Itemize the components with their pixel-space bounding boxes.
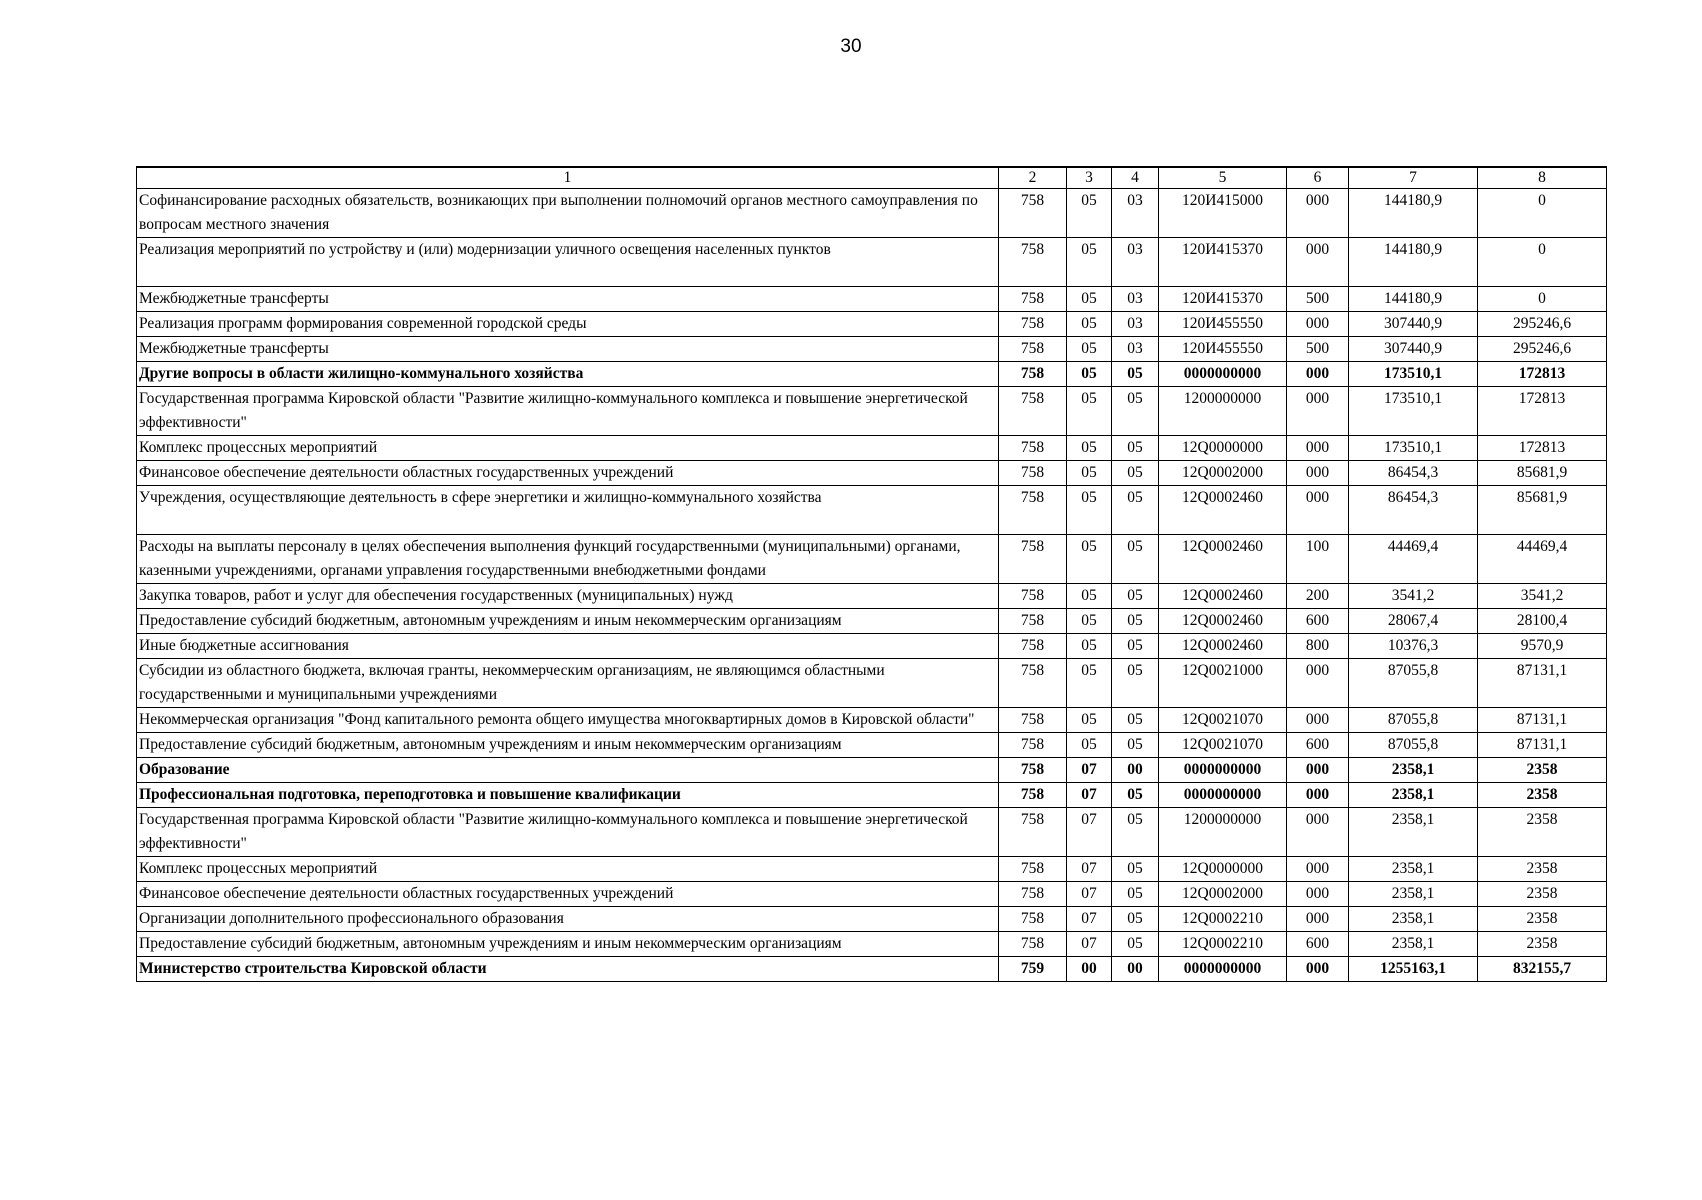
row-expense-type-cell: 000 [1287, 461, 1349, 486]
row-expense-type-cell: 000 [1287, 783, 1349, 808]
row-amount-cell: 87131,1 [1478, 708, 1607, 733]
row-amount-cell: 2358 [1478, 882, 1607, 907]
row-code-cell: 758 [999, 584, 1067, 609]
row-code-cell: 758 [999, 312, 1067, 337]
table-row [137, 783, 1607, 808]
row-target-article-cell: 12Q0021070 [1159, 708, 1287, 733]
row-target-article-cell: 12Q0002460 [1159, 535, 1287, 584]
row-section-cell: 05 [1067, 634, 1112, 659]
row-amount-cell: 144180,9 [1349, 238, 1478, 287]
row-target-article-cell: 12Q0000000 [1159, 436, 1287, 461]
row-expense-type-cell: 000 [1287, 659, 1349, 708]
row-subsection-cell: 05 [1112, 857, 1159, 882]
row-section-cell: 05 [1067, 189, 1112, 238]
table-row [137, 907, 1607, 932]
row-section-cell: 07 [1067, 932, 1112, 957]
row-name-cell: Организации дополнительного профессионального образования [137, 907, 999, 932]
row-section-cell: 05 [1067, 238, 1112, 287]
row-amount-cell: 2358 [1478, 783, 1607, 808]
row-target-article-cell: 0000000000 [1159, 957, 1287, 982]
row-name-cell: Иные бюджетные ассигнования [137, 634, 999, 659]
row-expense-type-cell: 000 [1287, 857, 1349, 882]
row-name-cell: Расходы на выплаты персоналу в целях обеспечения выполнения функций государственными (муниципальными) органами, казенными учреждениями, органами управления государственными внебюджетными фондами [137, 535, 999, 584]
row-expense-type-cell: 000 [1287, 882, 1349, 907]
header-cell: 6 [1287, 167, 1349, 189]
row-target-article-cell: 1200000000 [1159, 387, 1287, 436]
row-subsection-cell: 05 [1112, 708, 1159, 733]
row-subsection-cell: 05 [1112, 387, 1159, 436]
row-target-article-cell: 12Q0002210 [1159, 932, 1287, 957]
row-amount-cell: 0 [1478, 287, 1607, 312]
table-row [137, 957, 1607, 982]
row-name-cell: Межбюджетные трансферты [137, 287, 999, 312]
header-cell: 3 [1067, 167, 1112, 189]
row-expense-type-cell: 600 [1287, 609, 1349, 634]
row-code-cell: 758 [999, 461, 1067, 486]
row-subsection-cell: 05 [1112, 486, 1159, 535]
table-row [137, 758, 1607, 783]
row-amount-cell: 87055,8 [1349, 708, 1478, 733]
row-target-article-cell: 12Q0002460 [1159, 609, 1287, 634]
table-row [137, 387, 1607, 436]
table-row [137, 609, 1607, 634]
row-amount-cell: 144180,9 [1349, 189, 1478, 238]
row-code-cell: 758 [999, 387, 1067, 436]
row-section-cell: 07 [1067, 808, 1112, 857]
row-expense-type-cell: 600 [1287, 932, 1349, 957]
table-row [137, 362, 1607, 387]
row-section-cell: 05 [1067, 337, 1112, 362]
row-name-cell: Субсидии из областного бюджета, включая гранты, некоммерческим организациям, не являющимся областными государственными и муниципальными учреждениями [137, 659, 999, 708]
row-subsection-cell: 00 [1112, 758, 1159, 783]
table-row [137, 708, 1607, 733]
row-target-article-cell: 12Q0002000 [1159, 882, 1287, 907]
header-cell: 1 [137, 167, 999, 189]
row-name-cell: Финансовое обеспечение деятельности областных государственных учреждений [137, 461, 999, 486]
row-amount-cell: 2358,1 [1349, 808, 1478, 857]
row-name-cell: Софинансирование расходных обязательств, возникающих при выполнении полномочий органов местного самоуправления по вопросам местного значения [137, 189, 999, 238]
row-section-cell: 05 [1067, 362, 1112, 387]
row-code-cell: 758 [999, 238, 1067, 287]
row-target-article-cell: 1200000000 [1159, 808, 1287, 857]
row-amount-cell: 86454,3 [1349, 461, 1478, 486]
row-subsection-cell: 05 [1112, 659, 1159, 708]
row-amount-cell: 3541,2 [1478, 584, 1607, 609]
row-section-cell: 05 [1067, 708, 1112, 733]
row-expense-type-cell: 200 [1287, 584, 1349, 609]
row-amount-cell: 86454,3 [1349, 486, 1478, 535]
row-target-article-cell: 0000000000 [1159, 362, 1287, 387]
row-name-cell: Учреждения, осуществляющие деятельность в сфере энергетики и жилищно-коммунального хозяйства [137, 486, 999, 535]
row-code-cell: 758 [999, 287, 1067, 312]
row-amount-cell: 28067,4 [1349, 609, 1478, 634]
row-amount-cell: 2358,1 [1349, 758, 1478, 783]
row-expense-type-cell: 000 [1287, 238, 1349, 287]
row-code-cell: 758 [999, 535, 1067, 584]
row-subsection-cell: 05 [1112, 584, 1159, 609]
row-amount-cell: 2358 [1478, 808, 1607, 857]
table-row [137, 461, 1607, 486]
row-target-article-cell: 120И455550 [1159, 312, 1287, 337]
row-target-article-cell: 120И415370 [1159, 287, 1287, 312]
row-amount-cell: 1255163,1 [1349, 957, 1478, 982]
row-target-article-cell: 12Q0002460 [1159, 486, 1287, 535]
row-amount-cell: 2358 [1478, 857, 1607, 882]
row-amount-cell: 9570,9 [1478, 634, 1607, 659]
row-code-cell: 758 [999, 634, 1067, 659]
row-section-cell: 00 [1067, 957, 1112, 982]
row-expense-type-cell: 000 [1287, 808, 1349, 857]
row-name-cell: Предоставление субсидий бюджетным, автономным учреждениям и иным некоммерческим организациям [137, 932, 999, 957]
row-amount-cell: 3541,2 [1349, 584, 1478, 609]
table-row [137, 882, 1607, 907]
header-cell: 8 [1478, 167, 1607, 189]
row-subsection-cell: 03 [1112, 238, 1159, 287]
row-name-cell: Предоставление субсидий бюджетным, автономным учреждениям и иным некоммерческим организациям [137, 609, 999, 634]
row-section-cell: 05 [1067, 609, 1112, 634]
row-amount-cell: 172813 [1478, 436, 1607, 461]
row-amount-cell: 2358,1 [1349, 932, 1478, 957]
row-name-cell: Финансовое обеспечение деятельности областных государственных учреждений [137, 882, 999, 907]
row-section-cell: 07 [1067, 907, 1112, 932]
row-name-cell: Министерство строительства Кировской области [137, 957, 999, 982]
row-name-cell: Профессиональная подготовка, переподготовка и повышение квалификации [137, 783, 999, 808]
row-code-cell: 758 [999, 882, 1067, 907]
row-code-cell: 758 [999, 486, 1067, 535]
row-expense-type-cell: 000 [1287, 436, 1349, 461]
row-amount-cell: 295246,6 [1478, 337, 1607, 362]
row-target-article-cell: 12Q0002000 [1159, 461, 1287, 486]
row-amount-cell: 307440,9 [1349, 337, 1478, 362]
table-row [137, 436, 1607, 461]
row-amount-cell: 295246,6 [1478, 312, 1607, 337]
table-header-row [137, 167, 1607, 189]
row-target-article-cell: 12Q0000000 [1159, 857, 1287, 882]
row-section-cell: 05 [1067, 486, 1112, 535]
table-row [137, 634, 1607, 659]
row-code-cell: 758 [999, 337, 1067, 362]
row-section-cell: 05 [1067, 584, 1112, 609]
row-subsection-cell: 03 [1112, 287, 1159, 312]
row-subsection-cell: 05 [1112, 932, 1159, 957]
row-amount-cell: 2358 [1478, 758, 1607, 783]
row-target-article-cell: 120И415370 [1159, 238, 1287, 287]
row-expense-type-cell: 500 [1287, 287, 1349, 312]
row-subsection-cell: 05 [1112, 882, 1159, 907]
row-section-cell: 07 [1067, 882, 1112, 907]
table-row [137, 238, 1607, 287]
row-name-cell: Образование [137, 758, 999, 783]
row-expense-type-cell: 000 [1287, 486, 1349, 535]
row-expense-type-cell: 000 [1287, 907, 1349, 932]
row-target-article-cell: 0000000000 [1159, 758, 1287, 783]
row-expense-type-cell: 000 [1287, 362, 1349, 387]
table-row [137, 535, 1607, 584]
row-expense-type-cell: 000 [1287, 387, 1349, 436]
row-subsection-cell: 05 [1112, 436, 1159, 461]
row-amount-cell: 44469,4 [1478, 535, 1607, 584]
row-amount-cell: 2358,1 [1349, 857, 1478, 882]
header-cell: 2 [999, 167, 1067, 189]
row-code-cell: 758 [999, 857, 1067, 882]
row-amount-cell: 2358,1 [1349, 907, 1478, 932]
row-name-cell: Реализация программ формирования современной городской среды [137, 312, 999, 337]
table-row [137, 584, 1607, 609]
row-target-article-cell: 12Q0021000 [1159, 659, 1287, 708]
row-name-cell: Предоставление субсидий бюджетным, автономным учреждениям и иным некоммерческим организациям [137, 733, 999, 758]
row-amount-cell: 87131,1 [1478, 659, 1607, 708]
row-expense-type-cell: 800 [1287, 634, 1349, 659]
row-name-cell: Комплекс процессных мероприятий [137, 436, 999, 461]
row-subsection-cell: 05 [1112, 783, 1159, 808]
row-code-cell: 758 [999, 932, 1067, 957]
row-name-cell: Государственная программа Кировской области "Развитие жилищно-коммунального комплекса и повышение энергетической эффективности" [137, 387, 999, 436]
row-name-cell: Закупка товаров, работ и услуг для обеспечения государственных (муниципальных) нужд [137, 584, 999, 609]
row-section-cell: 07 [1067, 783, 1112, 808]
row-section-cell: 05 [1067, 387, 1112, 436]
row-section-cell: 05 [1067, 461, 1112, 486]
row-code-cell: 758 [999, 659, 1067, 708]
header-cell: 5 [1159, 167, 1287, 189]
row-subsection-cell: 05 [1112, 634, 1159, 659]
row-subsection-cell: 05 [1112, 362, 1159, 387]
row-amount-cell: 307440,9 [1349, 312, 1478, 337]
row-target-article-cell: 12Q0002210 [1159, 907, 1287, 932]
row-amount-cell: 2358 [1478, 932, 1607, 957]
row-name-cell: Комплекс процессных мероприятий [137, 857, 999, 882]
row-subsection-cell: 03 [1112, 312, 1159, 337]
row-target-article-cell: 12Q0002460 [1159, 584, 1287, 609]
row-target-article-cell: 12Q0021070 [1159, 733, 1287, 758]
row-section-cell: 05 [1067, 733, 1112, 758]
row-amount-cell: 28100,4 [1478, 609, 1607, 634]
row-target-article-cell: 120И455550 [1159, 337, 1287, 362]
row-subsection-cell: 05 [1112, 733, 1159, 758]
table-row [137, 857, 1607, 882]
table-row [137, 932, 1607, 957]
row-section-cell: 07 [1067, 758, 1112, 783]
row-name-cell: Некоммерческая организация "Фонд капитального ремонта общего имущества многоквартирных домов в Кировской области" [137, 708, 999, 733]
row-amount-cell: 172813 [1478, 387, 1607, 436]
row-amount-cell: 44469,4 [1349, 535, 1478, 584]
table-row [137, 659, 1607, 708]
table-row [137, 189, 1607, 238]
row-name-cell: Реализация мероприятий по устройству и (или) модернизации уличного освещения населенных пунктов [137, 238, 999, 287]
row-target-article-cell: 120И415000 [1159, 189, 1287, 238]
row-code-cell: 758 [999, 758, 1067, 783]
table-body [137, 189, 1607, 982]
row-code-cell: 759 [999, 957, 1067, 982]
table-row [137, 287, 1607, 312]
row-amount-cell: 0 [1478, 189, 1607, 238]
row-code-cell: 758 [999, 189, 1067, 238]
row-amount-cell: 144180,9 [1349, 287, 1478, 312]
row-subsection-cell: 05 [1112, 535, 1159, 584]
row-section-cell: 05 [1067, 659, 1112, 708]
row-amount-cell: 87055,8 [1349, 659, 1478, 708]
row-section-cell: 07 [1067, 857, 1112, 882]
row-code-cell: 758 [999, 907, 1067, 932]
row-expense-type-cell: 000 [1287, 758, 1349, 783]
row-amount-cell: 85681,9 [1478, 486, 1607, 535]
table-row [137, 486, 1607, 535]
row-amount-cell: 172813 [1478, 362, 1607, 387]
row-amount-cell: 87131,1 [1478, 733, 1607, 758]
row-subsection-cell: 03 [1112, 337, 1159, 362]
row-subsection-cell: 03 [1112, 189, 1159, 238]
row-code-cell: 758 [999, 436, 1067, 461]
row-code-cell: 758 [999, 362, 1067, 387]
row-name-cell: Другие вопросы в области жилищно-коммунального хозяйства [137, 362, 999, 387]
row-amount-cell: 10376,3 [1349, 634, 1478, 659]
row-amount-cell: 0 [1478, 238, 1607, 287]
page-number: 30 [840, 36, 862, 57]
row-code-cell: 758 [999, 609, 1067, 634]
row-amount-cell: 2358,1 [1349, 783, 1478, 808]
row-subsection-cell: 05 [1112, 808, 1159, 857]
budget-table [136, 166, 1607, 982]
header-cell: 4 [1112, 167, 1159, 189]
row-amount-cell: 173510,1 [1349, 436, 1478, 461]
row-expense-type-cell: 000 [1287, 189, 1349, 238]
row-amount-cell: 832155,7 [1478, 957, 1607, 982]
row-amount-cell: 85681,9 [1478, 461, 1607, 486]
table-row [137, 312, 1607, 337]
row-amount-cell: 2358,1 [1349, 882, 1478, 907]
row-expense-type-cell: 000 [1287, 312, 1349, 337]
table-row [137, 733, 1607, 758]
row-code-cell: 758 [999, 708, 1067, 733]
row-section-cell: 05 [1067, 535, 1112, 584]
row-subsection-cell: 05 [1112, 907, 1159, 932]
row-code-cell: 758 [999, 783, 1067, 808]
row-section-cell: 05 [1067, 312, 1112, 337]
row-subsection-cell: 05 [1112, 461, 1159, 486]
row-section-cell: 05 [1067, 287, 1112, 312]
row-amount-cell: 173510,1 [1349, 362, 1478, 387]
row-amount-cell: 87055,8 [1349, 733, 1478, 758]
row-subsection-cell: 05 [1112, 609, 1159, 634]
table-row [137, 808, 1607, 857]
row-subsection-cell: 00 [1112, 957, 1159, 982]
row-expense-type-cell: 000 [1287, 708, 1349, 733]
row-amount-cell: 2358 [1478, 907, 1607, 932]
row-name-cell: Межбюджетные трансферты [137, 337, 999, 362]
row-target-article-cell: 12Q0002460 [1159, 634, 1287, 659]
table-row [137, 337, 1607, 362]
row-amount-cell: 173510,1 [1349, 387, 1478, 436]
row-code-cell: 758 [999, 808, 1067, 857]
row-code-cell: 758 [999, 733, 1067, 758]
row-expense-type-cell: 500 [1287, 337, 1349, 362]
row-expense-type-cell: 000 [1287, 957, 1349, 982]
header-cell: 7 [1349, 167, 1478, 189]
row-expense-type-cell: 100 [1287, 535, 1349, 584]
row-section-cell: 05 [1067, 436, 1112, 461]
row-name-cell: Государственная программа Кировской области "Развитие жилищно-коммунального комплекса и повышение энергетической эффективности" [137, 808, 999, 857]
row-target-article-cell: 0000000000 [1159, 783, 1287, 808]
row-expense-type-cell: 600 [1287, 733, 1349, 758]
